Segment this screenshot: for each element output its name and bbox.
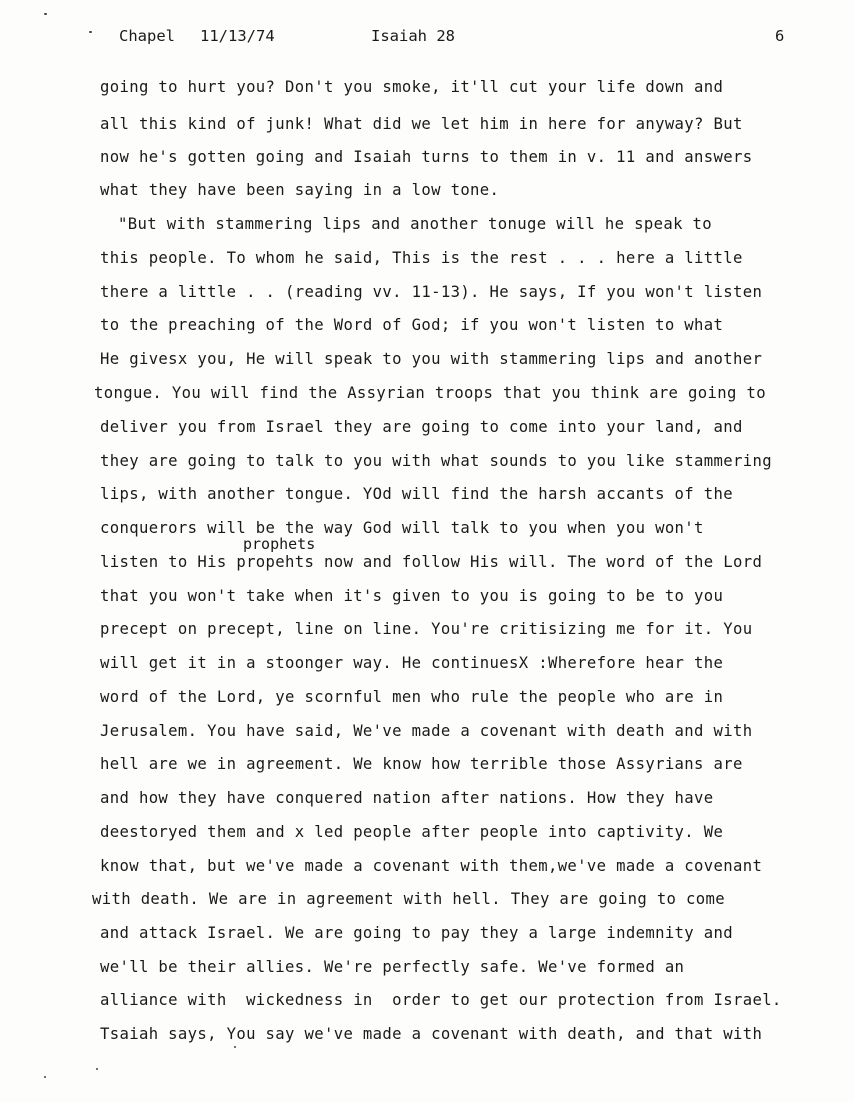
text-line: going to hurt you? Don't you smoke, it'll cut your life down and xyxy=(100,78,724,96)
text-line: deliver you from Israel they are going to come into your land, and xyxy=(100,418,743,436)
text-line: hell are we in agreement. We know how terrible those Assyrians are xyxy=(100,755,743,773)
text-line: "But with stammering lips and another tonuge will he speak to xyxy=(118,215,713,233)
text-line: will get it in a stoonger way. He continuesX :Wherefore hear the xyxy=(100,654,724,672)
text-line: what they have been saying in a low tone. xyxy=(100,181,500,199)
text-line: tongue. You will find the Assyrian troops that you think are going to xyxy=(94,384,766,402)
stray-mark xyxy=(96,1068,98,1070)
stray-mark xyxy=(44,13,47,15)
text-line: now he's gotten going and Isaiah turns to them in v. 11 and answers xyxy=(100,148,753,166)
text-line: and attack Israel. We are going to pay they a large indemnity and xyxy=(100,924,733,942)
text-line: alliance with wickedness in order to get our protection from Israel. xyxy=(100,991,782,1009)
page-number: 6 xyxy=(775,27,785,45)
text-line: there a little . . (reading vv. 11-13). He says, If you won't listen xyxy=(100,283,763,301)
text-line: to the preaching of the Word of God; if you won't listen to what xyxy=(100,316,724,334)
text-line: Tsaiah says, You say we've made a covenant with death, and that with xyxy=(100,1025,763,1043)
text-line: precept on precept, line on line. You're critisizing me for it. You xyxy=(100,620,753,638)
text-line: this people. To whom he said, This is the rest . . . here a little xyxy=(100,249,743,267)
text-line: word of the Lord, ye scornful men who rule the people who are in xyxy=(100,688,724,706)
stray-mark xyxy=(44,1076,46,1078)
text-line: we'll be their allies. We're perfectly safe. We've formed an xyxy=(100,958,685,976)
page-header xyxy=(0,27,854,47)
handwritten-correction: prophets xyxy=(243,535,316,553)
text-line: conquerors will be the way God will talk to you when you won't xyxy=(100,519,704,537)
text-line: listen to His propehts now and follow His will. The word of the Lord xyxy=(100,553,763,571)
header-date: 11/13/74 xyxy=(200,27,275,45)
text-line: deestoryed them and x led people after people into captivity. We xyxy=(100,823,724,841)
stray-mark xyxy=(234,1046,236,1048)
text-line: He givesx you, He will speak to you with stammering lips and another xyxy=(100,350,763,368)
text-line: lips, with another tongue. YOd will find the harsh accants of the xyxy=(100,485,733,503)
text-line: all this kind of junk! What did we let him in here for anyway? But xyxy=(100,115,743,133)
text-line: with death. We are in agreement with hell. They are going to come xyxy=(92,890,725,908)
text-line: that you won't take when it's given to you is going to be to you xyxy=(100,587,724,605)
header-chapel: Chapel xyxy=(119,27,175,45)
text-line: Jerusalem. You have said, We've made a covenant with death and with xyxy=(100,722,753,740)
text-line: they are going to talk to you with what sounds to you like stammering xyxy=(100,452,772,470)
text-line: and how they have conquered nation after nations. How they have xyxy=(100,789,714,807)
text-line: know that, but we've made a covenant with them,we've made a covenant xyxy=(100,857,763,875)
header-reference: Isaiah 28 xyxy=(371,27,455,45)
